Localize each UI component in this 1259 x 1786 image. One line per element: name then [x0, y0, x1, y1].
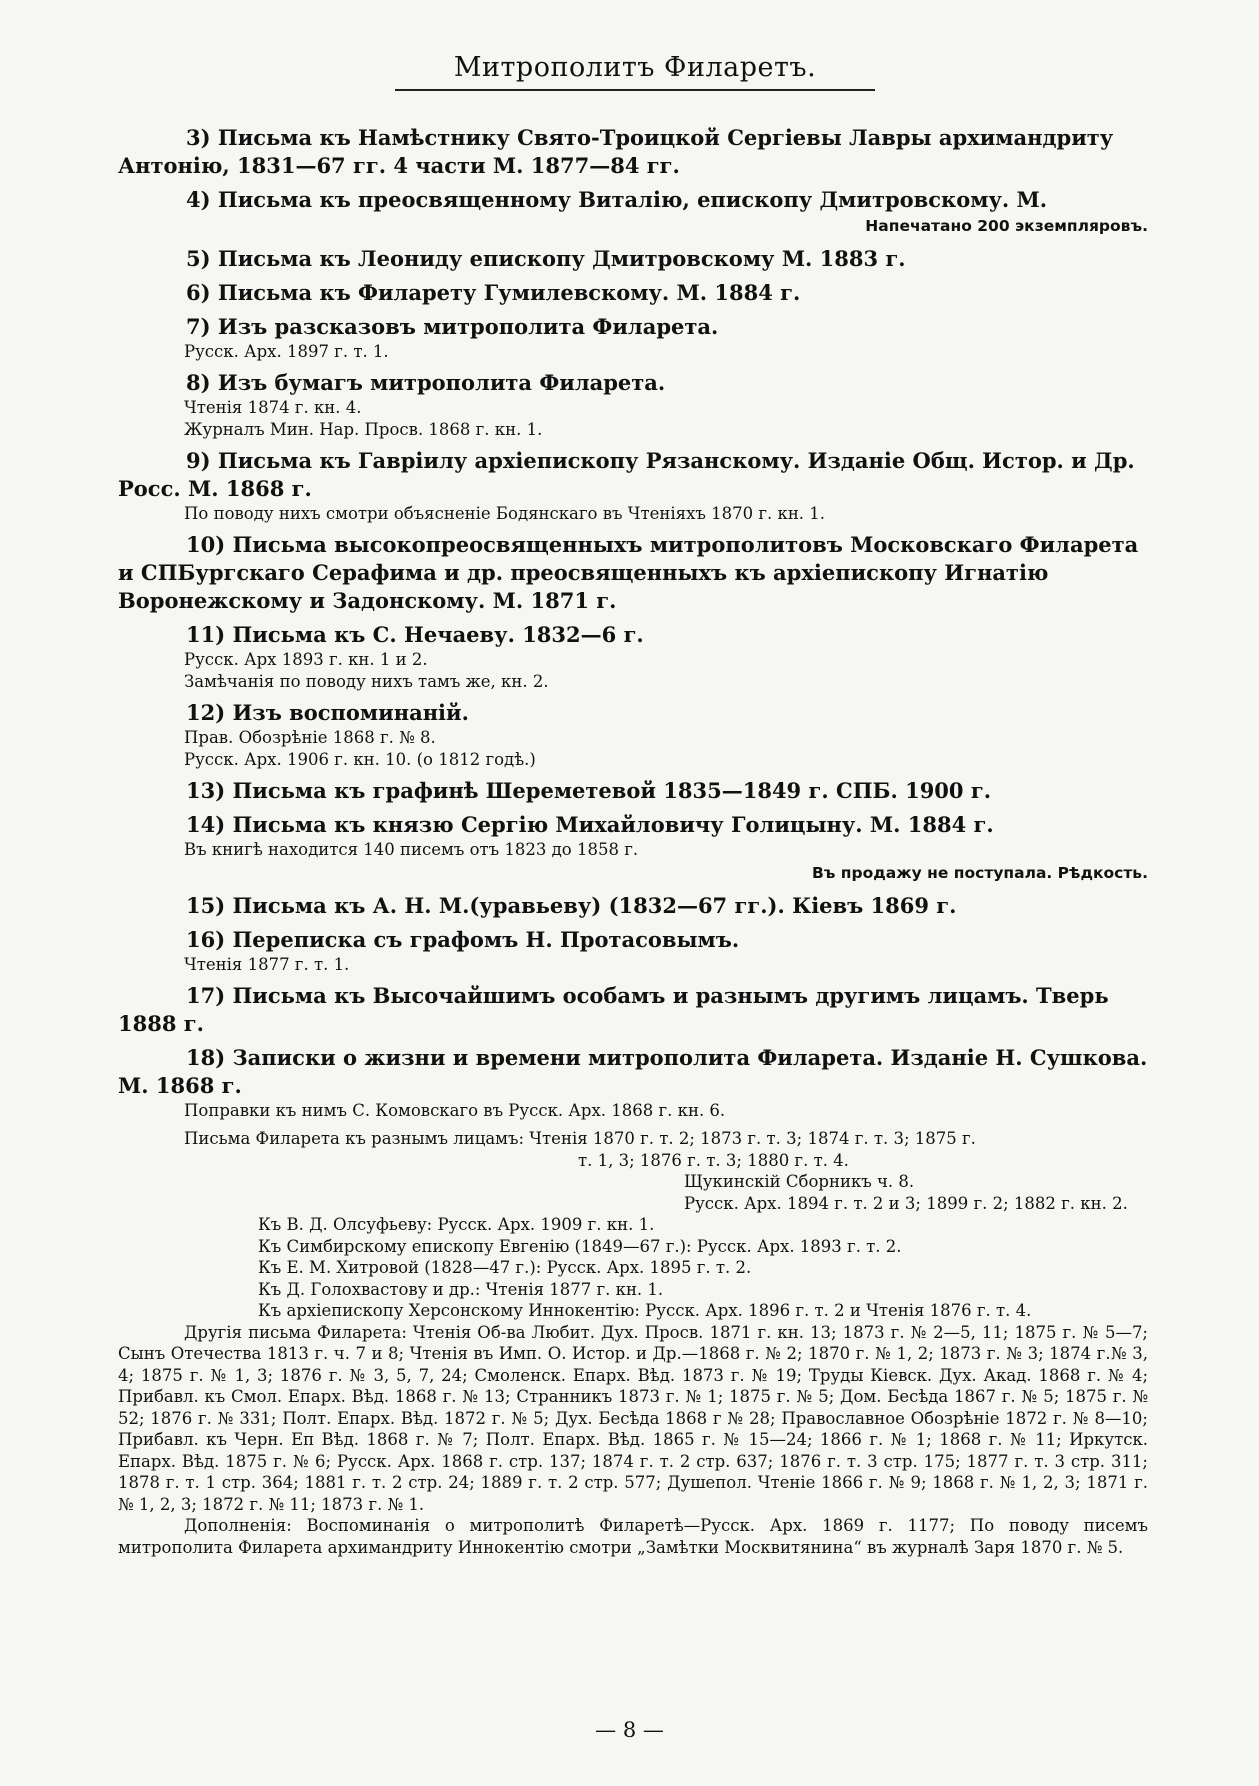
other-letters-paragraph: Другія письма Филарета: Чтенія Об-ва Любит. Дух. Просв. 1871 г. кн. 13; 1873 г. № 2—5, 11; 1875 г. № 5—7; Сынъ Отечества 1813 г. ч. 7 и 8; Чтенія въ Имп. О. Истор. и Др.—1868 г. № 2; 1870 г. № 1, 2; 1873 г. № 3; 1874 г.№ 3, 4; 1875 г. № 1, 3; 1876 г. № 3, 5, 7, 24; Смоленск. Епарх. Вѣд. 1873 г. № 19; Труды Кіевск. Дух. Акад. 1868 г. № 4; Прибавл. къ Смол. Епарх. Вѣд. 1868 г. № 13; Странникъ 1873 г. № 1; 1875 г. № 5; Дом. Бесѣда 1867 г. № 5; 1875 г. № 52; 1876 г. № 331; Полт. Епарх. Вѣд. 1872 г. № 5; Дух. Бесѣда 1868 г № 28; Православное Обозрѣніе 1872 г. № 8—10; Прибавл. къ Черн. Еп Вѣд. 1868 г. № 7; Полт. Епарх. Вѣд. 1865 г. № 15—24; 1866 г. № 1; 1868 г. № 11; Иркутск. Епарх. Вѣд. 1875 г. № 6; Русск. Арх. 1868 г. стр. 137; 1874 г. т. 2 стр. 637; 1876 г. т. 3 стр. 175; 1877 г. т. 3 стр. 311; 1878 г. т. 1 стр. 364; 1881 г. т. 2 стр. 24; 1889 г. т. 2 стр. 577; Душепол. Чтеніе 1866 г. № 9; 1868 г. № 1, 2, 3; 1871 г. № 1, 2, 3; 1872 г. № 11; 1873 г. № 1. — [118, 1322, 1148, 1514]
entry-heading: 14) Письма къ князю Сергію Михайловичу Голицыну. М. 1884 г. — [186, 812, 994, 837]
entry-heading: 18) Записки о жизни и времени митрополита Филарета. Изданіе Н. Сушкова. М. 1868 г. — [118, 1045, 1148, 1098]
entry-source: Поправки къ нимъ С. Комовскаго въ Русск. Арх. 1868 г. кн. 6. — [184, 1101, 726, 1120]
letters-to-line: Къ архіепископу Херсонскому Иннокентію: Русск. Арх. 1896 г. т. 2 и Чтенія 1876 г. т. 4. — [258, 1301, 1032, 1320]
edition-note: Напечатано 200 экземпляровъ. — [865, 217, 1148, 235]
letters-line: т. 1, 3; 1876 г. т. 3; 1880 г. т. 4. — [578, 1150, 849, 1170]
list-item — [118, 699, 1148, 771]
letters-to-line: Къ Д. Голохвастову и др.: Чтенія 1877 г. кн. 1. — [258, 1279, 664, 1299]
entry-heading: 13) Письма къ графинѣ Шереметевой 1835—1849 г. СПБ. 1900 г. — [186, 778, 992, 803]
rarity-note: Въ продажу не поступала. Рѣдкость. — [811, 864, 1148, 882]
entry-heading: 3) Письма къ Намѣстнику Свято-Троицкой Сергіевы Лавры архимандриту Антонію, 1831—67 гг. 4 части М. 1877—84 гг. — [118, 125, 1114, 178]
entry-source: Замѣчанія по поводу нихъ тамъ же, кн. 2. — [184, 672, 549, 691]
letters-to-line: Къ Е. М. Хитровой (1828—47 г.): Русск. Арх. 1895 г. т. 2. — [258, 1258, 752, 1277]
list-item — [118, 313, 1148, 363]
entry-heading: 4) Письма къ преосвященному Виталію, епископу Дмитровскому. М. — [186, 187, 1048, 212]
entry-source: Чтенія 1874 г. кн. 4. — [184, 398, 362, 417]
list-item — [118, 245, 1148, 273]
entry-heading: 7) Изъ разсказовъ митрополита Филарета. — [186, 314, 719, 339]
list-item — [118, 892, 1148, 920]
list-item — [118, 621, 1148, 693]
list-item — [118, 531, 1148, 615]
entry-heading: 12) Изъ воспоминаній. — [186, 700, 469, 725]
list-item — [118, 279, 1148, 307]
entry-heading: 15) Письма къ А. Н. М.(уравьеву) (1832—67 гг.). Кіевъ 1869 г. — [186, 893, 957, 918]
bibliography-list — [118, 124, 1148, 1558]
entry-heading: 10) Письма высокопреосвященныхъ митрополитовъ Московскаго Филарета и СПБургскаго Серафима и др. преосвященныхъ къ архіепископу Игнатію Воронежскому и Задонскому. М. 1871 г. — [118, 532, 1139, 613]
entry-heading: 16) Переписка съ графомъ Н. Протасовымъ. — [186, 927, 740, 952]
list-item — [118, 982, 1148, 1038]
entry-source: Русск. Арх. 1906 г. кн. 10. (о 1812 годѣ.) — [184, 750, 536, 769]
letters-line: Щукинскій Сборникъ ч. 8. — [684, 1172, 915, 1191]
entry-heading: 6) Письма къ Филарету Гумилевскому. М. 1884 г. — [186, 280, 801, 305]
entry-source: Русск. Арх 1893 г. кн. 1 и 2. — [184, 650, 428, 669]
list-item — [118, 369, 1148, 441]
list-item — [118, 186, 1148, 239]
entry-heading: 9) Письма къ Гавріилу архіепископу Рязанскому. Изданіе Общ. Истор. и Др. Росс. М. 1868 г. — [118, 448, 1135, 501]
letters-line: Письма Филарета къ разнымъ лицамъ: Чтенія 1870 г. т. 2; 1873 г. т. 3; 1874 г. т. 3; 1875 г. — [184, 1129, 976, 1148]
list-item — [118, 124, 1148, 180]
entry-source: Прав. Обозрѣніе 1868 г. № 8. — [184, 728, 436, 747]
entry-heading: 8) Изъ бумагъ митрополита Филарета. — [186, 370, 666, 395]
page-number: — 8 — — [595, 1718, 664, 1742]
additions-paragraph: Дополненія: Воспоминанія о митрополитѣ Филаретѣ—Русск. Арх. 1869 г. 1177; По поводу писемъ митрополита Филарета архимандриту Иннокентію смотри „Замѣтки Москвитянина“ въ журналѣ Заря 1870 г. № 5. — [118, 1516, 1148, 1557]
entry-source: Чтенія 1877 г. т. 1. — [184, 955, 350, 974]
entry-heading: 11) Письма къ С. Нечаеву. 1832—6 г. — [186, 622, 644, 647]
entry-heading: 17) Письма къ Высочайшимъ особамъ и разнымъ другимъ лицамъ. Тверь 1888 г. — [118, 983, 1109, 1036]
entry-source: Въ книгѣ находится 140 писемъ отъ 1823 до 1858 г. — [184, 840, 639, 859]
letters-line: Русск. Арх. 1894 г. т. 2 и 3; 1899 г. 2; 1882 г. кн. 2. — [684, 1193, 1128, 1213]
list-item — [118, 1044, 1148, 1122]
letters-to-line: Къ В. Д. Олсуфьеву: Русск. Арх. 1909 г. кн. 1. — [258, 1215, 655, 1234]
list-item — [118, 926, 1148, 976]
entry-heading: 5) Письма къ Леониду епископу Дмитровскому М. 1883 г. — [186, 246, 906, 271]
list-item — [118, 447, 1148, 525]
list-item — [118, 811, 1148, 886]
page-title: Митрополитъ Филаретъ. — [395, 52, 875, 91]
letters-to-line: Къ Симбирскому епископу Евгенію (1849—67 г.): Русск. Арх. 1893 г. т. 2. — [258, 1236, 902, 1256]
entry-source: Русск. Арх. 1897 г. т. 1. — [184, 342, 389, 361]
entry-source: Журналъ Мин. Нар. Просв. 1868 г. кн. 1. — [184, 420, 543, 439]
list-item — [118, 777, 1148, 805]
entry-source: По поводу нихъ смотри объясненіе Бодянскаго въ Чтеніяхъ 1870 г. кн. 1. — [184, 504, 826, 523]
